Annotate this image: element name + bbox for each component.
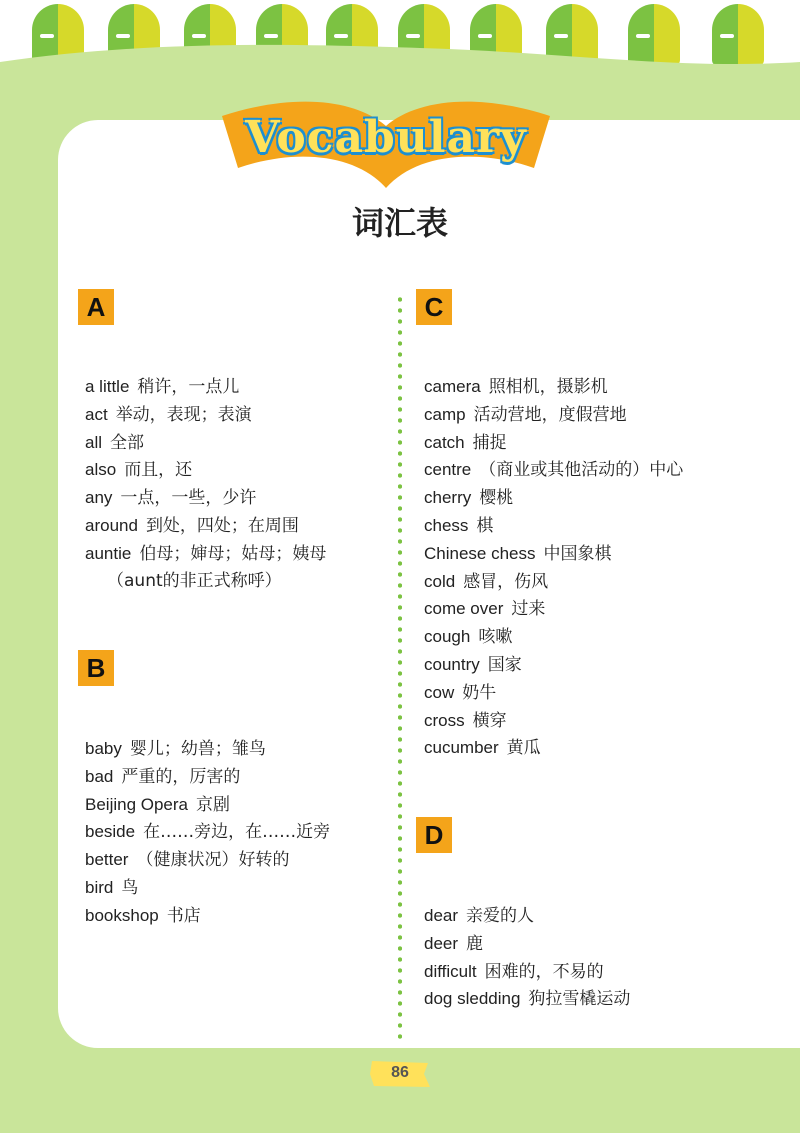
page-number: 86 bbox=[391, 1064, 409, 1081]
list-item bbox=[424, 930, 630, 958]
list-item bbox=[424, 707, 683, 735]
list-item bbox=[424, 456, 683, 484]
list-item bbox=[85, 763, 330, 791]
entry-word: better bbox=[85, 850, 129, 870]
entry-meaning: 照相机，摄影机 bbox=[488, 377, 608, 397]
list-item bbox=[424, 651, 683, 679]
list-item-continuation bbox=[85, 568, 326, 596]
entry-word: camp bbox=[424, 404, 466, 424]
entry-word: difficult bbox=[424, 961, 477, 981]
section-letter-a: A bbox=[78, 289, 114, 325]
section-letter-c: C bbox=[416, 289, 452, 325]
entry-word: auntie bbox=[85, 543, 132, 563]
entry-word: dog sledding bbox=[424, 989, 521, 1009]
entry-meaning: 棋 bbox=[476, 515, 494, 536]
entry-word: beside bbox=[85, 822, 136, 842]
list-item bbox=[424, 512, 683, 540]
entry-word: cross bbox=[424, 710, 465, 730]
entry-word: cow bbox=[424, 682, 455, 702]
list-item bbox=[85, 373, 326, 401]
entry-word: dear bbox=[424, 906, 459, 925]
list-item bbox=[85, 540, 326, 568]
entry-meaning: 困难的，不易的 bbox=[484, 961, 604, 982]
entry-meaning: 奶牛 bbox=[462, 682, 497, 703]
section-letter-d: D bbox=[416, 817, 452, 853]
entry-word: country bbox=[424, 654, 480, 674]
entry-meaning: 一点，一些，少许 bbox=[120, 488, 257, 509]
entry-word: around bbox=[85, 515, 138, 535]
entry-word: catch bbox=[424, 432, 465, 452]
green-wave bbox=[0, 40, 800, 100]
list-item bbox=[424, 679, 683, 707]
entry-word: cucumber bbox=[424, 738, 499, 758]
entry-meaning: 狗拉雪橇运动 bbox=[528, 989, 631, 1010]
entry-word: cold bbox=[424, 571, 456, 591]
entry-meaning: 到处，四处；在周围 bbox=[145, 515, 299, 536]
entry-meaning: 稍许，一点儿 bbox=[137, 377, 240, 397]
entry-meaning: 婴儿；幼兽；雏鸟 bbox=[129, 739, 266, 759]
entry-meaning: 京剧 bbox=[196, 794, 231, 815]
entry-word: cough bbox=[424, 627, 471, 647]
entry-meaning: 活动营地，度假营地 bbox=[473, 404, 627, 425]
list-item bbox=[85, 512, 326, 540]
entry-word: act bbox=[85, 404, 108, 424]
list-item bbox=[424, 401, 683, 429]
entry-meaning: 书店 bbox=[166, 905, 201, 926]
entry-word: any bbox=[85, 488, 113, 508]
entry-word: chess bbox=[424, 515, 469, 535]
list-item bbox=[424, 623, 683, 651]
entry-word: Beijing Opera bbox=[85, 794, 189, 814]
list-item bbox=[424, 902, 630, 930]
list-item bbox=[424, 568, 683, 596]
banner-title: Vocabulary bbox=[245, 112, 527, 163]
entry-meaning: 过来 bbox=[511, 599, 546, 620]
entry-meaning: 亲爱的人 bbox=[466, 906, 535, 926]
list-item bbox=[85, 846, 330, 874]
list-item bbox=[85, 401, 326, 429]
list-item bbox=[424, 540, 683, 568]
entry-word: come over bbox=[424, 599, 504, 619]
list-item bbox=[85, 735, 330, 763]
entry-meaning: 鸟 bbox=[121, 877, 139, 898]
entry-meaning: （健康状况）好转的 bbox=[136, 850, 290, 871]
entry-word: bookshop bbox=[85, 905, 159, 925]
entry-meaning: 全部 bbox=[110, 432, 145, 453]
entry-meaning: （商业或其他活动的）中心 bbox=[479, 460, 684, 481]
list-item bbox=[424, 595, 683, 623]
entry-meaning: 中国象棋 bbox=[543, 543, 612, 564]
section-b-list bbox=[85, 735, 330, 930]
entry-word: Chinese chess bbox=[424, 543, 536, 563]
list-item bbox=[85, 874, 330, 902]
section-a-list bbox=[85, 373, 326, 595]
entry-meaning: （aunt的非正式称呼） bbox=[107, 570, 282, 591]
entry-meaning: 感冒，伤风 bbox=[463, 571, 549, 592]
section-letter-b: B bbox=[78, 650, 114, 686]
page-title: 词汇表 bbox=[351, 204, 448, 242]
entry-meaning: 举动，表现；表演 bbox=[115, 404, 252, 425]
list-item bbox=[85, 456, 326, 484]
entry-meaning: 伯母；婶母；姑母；姨母 bbox=[139, 543, 327, 564]
entry-meaning: 咳嗽 bbox=[478, 627, 513, 648]
list-item bbox=[85, 429, 326, 457]
list-item bbox=[85, 902, 330, 930]
entry-word: bad bbox=[85, 766, 114, 786]
entry-word: all bbox=[85, 432, 103, 452]
entry-meaning: 横穿 bbox=[472, 710, 507, 731]
list-item bbox=[424, 373, 683, 401]
entry-meaning: 黄瓜 bbox=[506, 738, 541, 759]
list-item bbox=[85, 791, 330, 819]
entry-meaning: 在……旁边，在……近旁 bbox=[143, 822, 331, 843]
section-d-list bbox=[424, 902, 630, 1013]
entry-word: camera bbox=[424, 377, 481, 396]
list-item bbox=[85, 818, 330, 846]
entry-word: deer bbox=[424, 933, 459, 953]
entry-word: baby bbox=[85, 739, 122, 758]
entry-word: cherry bbox=[424, 488, 472, 508]
entry-word: also bbox=[85, 460, 117, 480]
list-item bbox=[424, 734, 683, 762]
list-item bbox=[85, 484, 326, 512]
list-item bbox=[424, 484, 683, 512]
entry-meaning: 樱桃 bbox=[479, 488, 514, 509]
entry-meaning: 鹿 bbox=[466, 933, 484, 954]
dotted-divider bbox=[398, 294, 402, 1040]
entry-word: a little bbox=[85, 377, 130, 396]
section-c-list bbox=[424, 373, 683, 762]
list-item bbox=[424, 958, 630, 986]
entry-word: centre bbox=[424, 460, 472, 480]
entry-meaning: 捕捉 bbox=[472, 432, 507, 453]
entry-meaning: 严重的，厉害的 bbox=[121, 766, 241, 787]
entry-meaning: 国家 bbox=[487, 654, 522, 675]
list-item bbox=[424, 429, 683, 457]
list-item bbox=[424, 985, 630, 1013]
entry-meaning: 而且，还 bbox=[124, 460, 193, 481]
entry-word: bird bbox=[85, 877, 114, 897]
